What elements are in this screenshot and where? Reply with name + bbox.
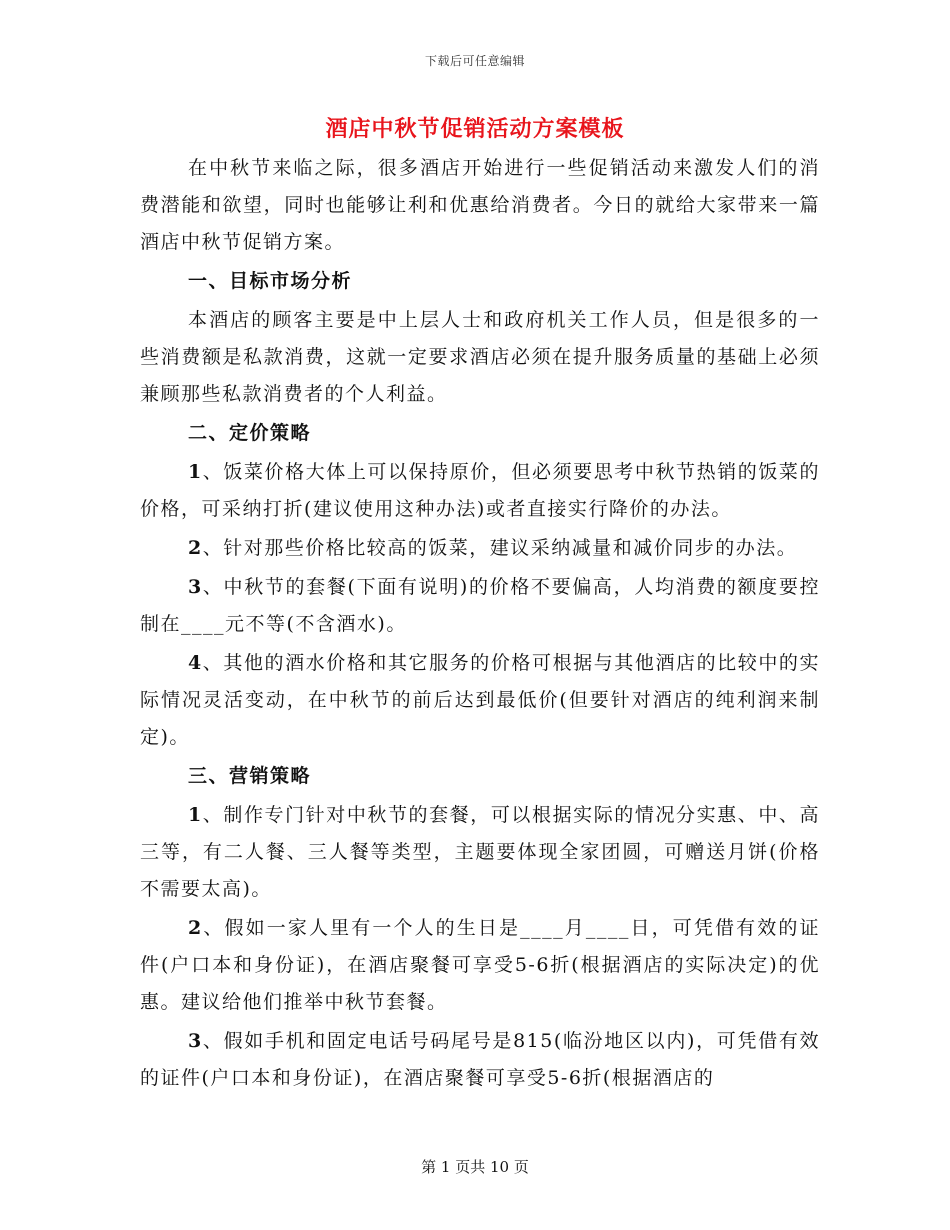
item-number: 1 bbox=[188, 804, 203, 826]
marketing-item bbox=[140, 910, 820, 1021]
document-title: 酒店中秋节促销活动方案模板 bbox=[325, 116, 625, 142]
item-text: 、其他的酒水价格和其它服务的价格可根据与其他酒店的比较中的实际情况灵活变动，在中秋节的前后达到最低价(但要针对酒店的纯利润来制定)。 bbox=[140, 652, 820, 748]
page-header-note: 下载后可任意编辑 bbox=[424, 54, 525, 68]
item-text: 、针对那些价格比较高的饭菜，建议采纳减量和减价同步的办法。 bbox=[202, 537, 798, 559]
item-number: 1 bbox=[188, 461, 203, 483]
item-text: 、假如一家人里有一个人的生日是____月____日，可凭借有效的证件(户口本和身份证)，在酒店聚餐可享受5-6折(根据酒店的实际决定)的优惠。建议给他们推举中秋节套餐。 bbox=[140, 917, 820, 1013]
item-text: 、饭菜价格大体上可以保持原价，但必须要思考中秋节热销的饭菜的价格，可采纳打折(建议使用这种办法)或者直接实行降价的办法。 bbox=[140, 461, 820, 520]
item-number: 2 bbox=[188, 537, 203, 559]
page-footer-page-number: 第 1 页共 10 页 bbox=[421, 1158, 529, 1176]
pricing-item bbox=[140, 645, 820, 756]
pricing-item bbox=[140, 454, 820, 528]
item-number: 2 bbox=[188, 917, 203, 939]
pricing-item bbox=[140, 569, 820, 643]
market-analysis-paragraph: 本酒店的顾客主要是中上层人士和政府机关工作人员，但是很多的一些消费额是私款消费，这就一定要求酒店必须在提升服务质量的基础上必须兼顾那些私款消费者的个人利益。 bbox=[140, 309, 820, 405]
intro-paragraph: 在中秋节来临之际，很多酒店开始进行一些促销活动来激发人们的消费潜能和欲望，同时也能够让利和优惠给消费者。今日的就给大家带来一篇酒店中秋节促销方案。 bbox=[140, 157, 820, 253]
item-number: 4 bbox=[188, 652, 203, 674]
section-heading-pricing: 二、定价策略 bbox=[188, 422, 312, 444]
marketing-item bbox=[140, 1023, 820, 1097]
item-text: 、制作专门针对中秋节的套餐，可以根据实际的情况分实惠、中、高三等，有二人餐、三人餐等类型，主题要体现全家团圆，可赠送月饼(价格不需要太高)。 bbox=[140, 804, 820, 900]
item-text: 、中秋节的套餐(下面有说明)的价格不要偏高，人均消费的额度要控制在____元不等(不含酒水)。 bbox=[140, 576, 820, 635]
section-heading-market-analysis: 一、目标市场分析 bbox=[188, 270, 353, 292]
item-number: 3 bbox=[188, 576, 203, 598]
pricing-item bbox=[140, 530, 820, 567]
document-body bbox=[140, 150, 820, 1097]
marketing-item bbox=[140, 797, 820, 908]
item-text: 、假如手机和固定电话号码尾号是815(临汾地区以内)，可凭借有效的证件(户口本和身份证)，在酒店聚餐可享受5-6折(根据酒店的 bbox=[140, 1030, 820, 1089]
item-number: 3 bbox=[188, 1030, 203, 1052]
section-heading-marketing: 三、营销策略 bbox=[188, 765, 312, 787]
